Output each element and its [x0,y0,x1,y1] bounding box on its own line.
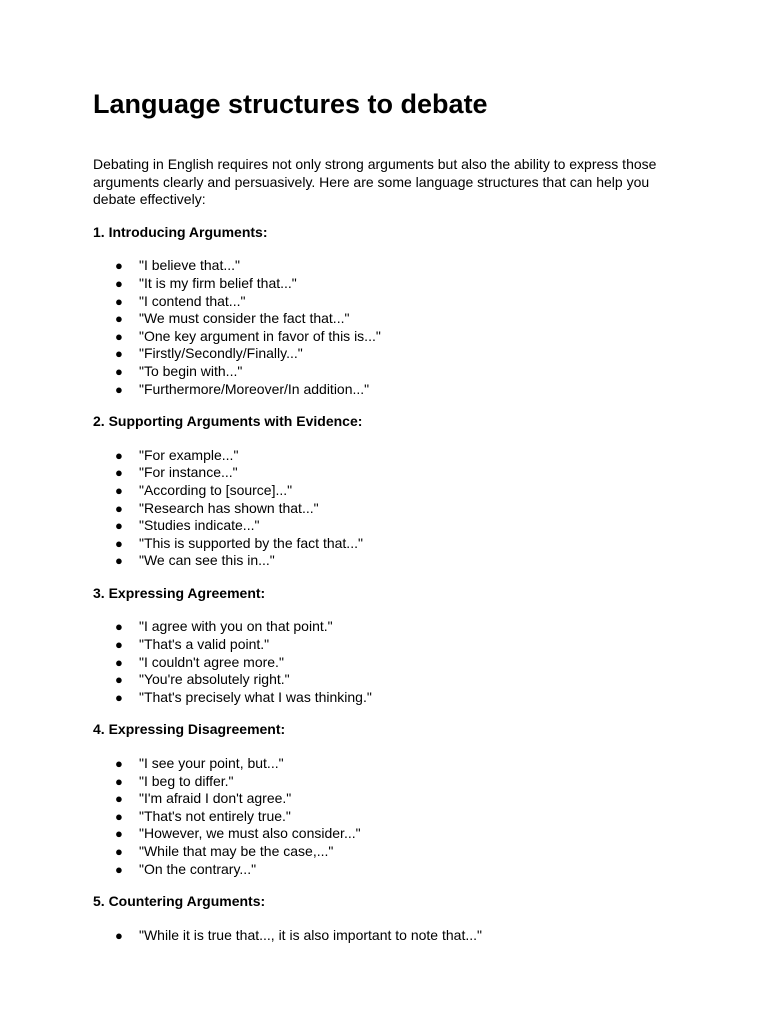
bullet-icon: ● [115,381,123,397]
list-item [93,671,688,689]
bullet-icon: ● [115,927,123,943]
list-item [93,363,688,381]
list-item-text: "That's precisely what I was thinking." [139,688,372,705]
bullet-icon: ● [115,637,123,653]
list-item [93,345,688,363]
bullet-icon: ● [115,791,123,807]
list-item-text: "While it is true that..., it is also important to note that..." [139,926,482,943]
bullet-icon: ● [115,535,123,551]
list-item-text: "That's a valid point." [139,636,270,653]
list-item [93,825,688,843]
section-heading: 3. Expressing Agreement: [93,584,266,601]
list-item [93,927,688,945]
section-heading: 5. Countering Arguments: [93,893,266,910]
bullet-icon: ● [115,518,123,534]
list-item-text: "To begin with..." [139,362,243,379]
bullet-icon: ● [115,447,123,463]
bullet-icon: ● [115,275,123,291]
list-item-text: "Research has shown that..." [139,499,319,516]
list-item-text: "However, we must also consider..." [139,825,361,842]
bullet-icon: ● [115,808,123,824]
list-item [93,257,688,275]
bullet-icon: ● [115,293,123,309]
list-item-text: "We must consider the fact that..." [139,310,350,327]
list-item-text: "I agree with you on that point." [139,618,333,635]
bullet-icon: ● [115,553,123,569]
list-item [93,535,688,553]
list-item [93,843,688,861]
bullet-list [93,257,688,398]
list-item [93,790,688,808]
list-item [93,464,688,482]
bullet-icon: ● [115,482,123,498]
list-item-text: "Furthermore/Moreover/In addition..." [139,380,370,397]
bullet-icon: ● [115,689,123,705]
bullet-icon: ● [115,861,123,877]
bullet-icon: ● [115,672,123,688]
bullet-icon: ● [115,756,123,772]
bullet-list [93,618,688,706]
page-title: Language structures to debate [93,89,488,119]
list-item-text: "I couldn't agree more." [139,653,284,670]
list-item-text: "I'm afraid I don't agree." [139,790,292,807]
list-item [93,773,688,791]
bullet-icon: ● [115,773,123,789]
bullet-icon: ● [115,363,123,379]
list-item [93,482,688,500]
bullet-list [93,927,688,945]
list-item-text: "On the contrary..." [139,860,257,877]
section-heading: 1. Introducing Arguments: [93,223,268,240]
list-item-text: "Firstly/Secondly/Finally..." [139,345,303,362]
list-item-text: "I beg to differ." [139,772,234,789]
bullet-icon: ● [115,328,123,344]
bullet-icon: ● [115,619,123,635]
bullet-list [93,447,688,570]
list-item [93,552,688,570]
list-item-text: "I see your point, but..." [139,755,284,772]
list-item-text: "For instance..." [139,464,238,481]
list-item [93,293,688,311]
intro-paragraph: Debating in English requires not only strong arguments but also the ability to express those arguments clearly and persuasively. Here are some language structures that can help you debate effectively: [93,156,657,208]
bullet-list [93,755,688,878]
list-item [93,517,688,535]
list-item-text: "One key argument in favor of this is..." [139,327,381,344]
list-item-text: "That's not entirely true." [139,807,291,824]
list-item [93,636,688,654]
bullet-icon: ● [115,258,123,274]
list-item-text: "I contend that..." [139,292,246,309]
bullet-icon: ● [115,311,123,327]
list-item [93,861,688,879]
bullet-icon: ● [115,500,123,516]
list-item [93,500,688,518]
list-item-text: "This is supported by the fact that..." [139,534,363,551]
list-item-text: "While that may be the case,..." [139,843,334,859]
list-item [93,808,688,826]
list-item [93,654,688,672]
list-item [93,275,688,293]
section-heading: 2. Supporting Arguments with Evidence: [93,413,363,430]
list-item-text: "We can see this in..." [139,552,275,569]
list-item-text: "It is my firm belief that..." [139,274,297,291]
list-item-text: "Studies indicate..." [139,517,260,534]
list-item [93,447,688,465]
list-item [93,310,688,328]
sections-container [93,224,688,945]
bullet-icon: ● [115,826,123,842]
list-item-text: "For example..." [139,446,239,463]
section-heading: 4. Expressing Disagreement: [93,721,286,738]
bullet-icon: ● [115,465,123,481]
list-item [93,328,688,346]
bullet-icon: ● [115,844,123,859]
list-item [93,755,688,773]
list-item [93,689,688,707]
list-item [93,381,688,399]
list-item [93,618,688,636]
list-item-text: "I believe that..." [139,257,240,274]
bullet-icon: ● [115,346,123,362]
list-item-text: "According to [source]..." [139,481,293,498]
list-item-text: "You're absolutely right." [139,671,290,688]
bullet-icon: ● [115,654,123,670]
